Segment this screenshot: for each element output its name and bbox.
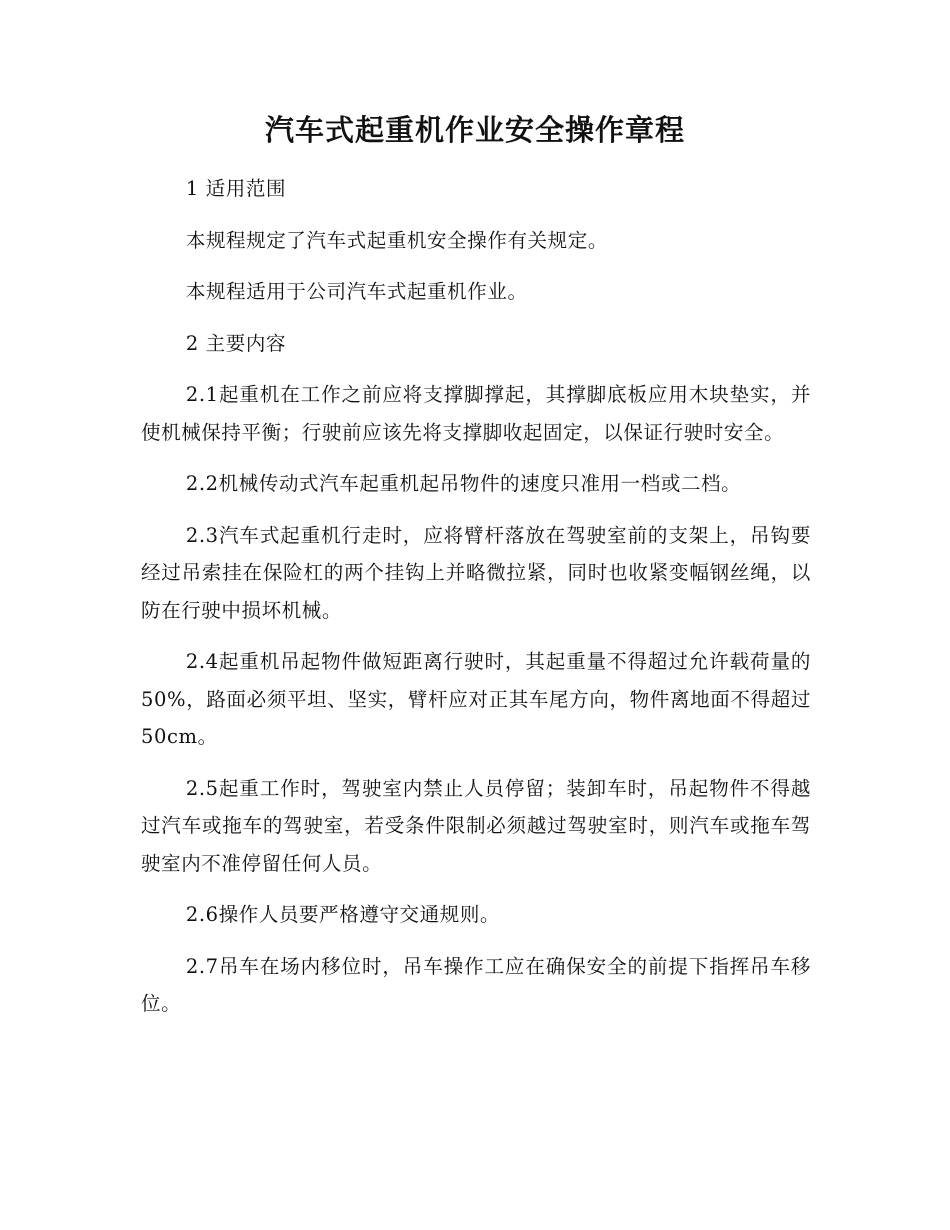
clause-2-4: 2.4起重机吊起物件做短距离行驶时，其起重量不得超过允许载荷量的50%，路面必须平坦、坚实，臂杆应对正其车尾方向，物件离地面不得超过50cm。 bbox=[141, 650, 811, 748]
clause-2-1: 2.1起重机在工作之前应将支撑脚撑起，其撑脚底板应用木块垫实，并使机械保持平衡；行驶前应该先将支撑脚收起固定，以保证行驶时安全。 bbox=[141, 383, 811, 444]
section-heading-main-content: 2 主要内容 bbox=[185, 331, 287, 355]
clause-2-5: 2.5起重工作时，驾驶室内禁止人员停留；装卸车时，吊起物件不得越过汽车或拖车的驾驶室，若受条件限制必须越过驾驶室时，则汽车或拖车驾驶室内不准停留任何人员。 bbox=[141, 776, 811, 875]
section-heading-scope: 1 适用范围 bbox=[185, 177, 287, 200]
clause-2-2: 2.2机械传动式汽车起重机起吊物件的速度只准用一档或二档。 bbox=[185, 472, 742, 495]
paragraph-scope-applicability: 本规程适用于公司汽车式起重机作业。 bbox=[185, 280, 528, 303]
paragraph-scope-definition: 本规程规定了汽车式起重机安全操作有关规定。 bbox=[185, 228, 608, 252]
clause-2-7: 2.7吊车在场内移位时，吊车操作工应在确保安全的前提下指挥吊车移位。 bbox=[141, 954, 811, 1015]
clause-2-6: 2.6操作人员要严格遵守交通规则。 bbox=[185, 903, 501, 926]
document-title: 汽车式起重机作业安全操作章程 bbox=[264, 113, 685, 147]
document-body bbox=[141, 170, 811, 1023]
clause-2-3: 2.3汽车式起重机行走时，应将臂杆落放在驾驶室前的支架上，吊钩要经过吊索挂在保险杠的两个挂钩上并略微拉紧，同时也收紧变幅钢丝绳，以防在行驶中损坏机械。 bbox=[141, 523, 811, 622]
